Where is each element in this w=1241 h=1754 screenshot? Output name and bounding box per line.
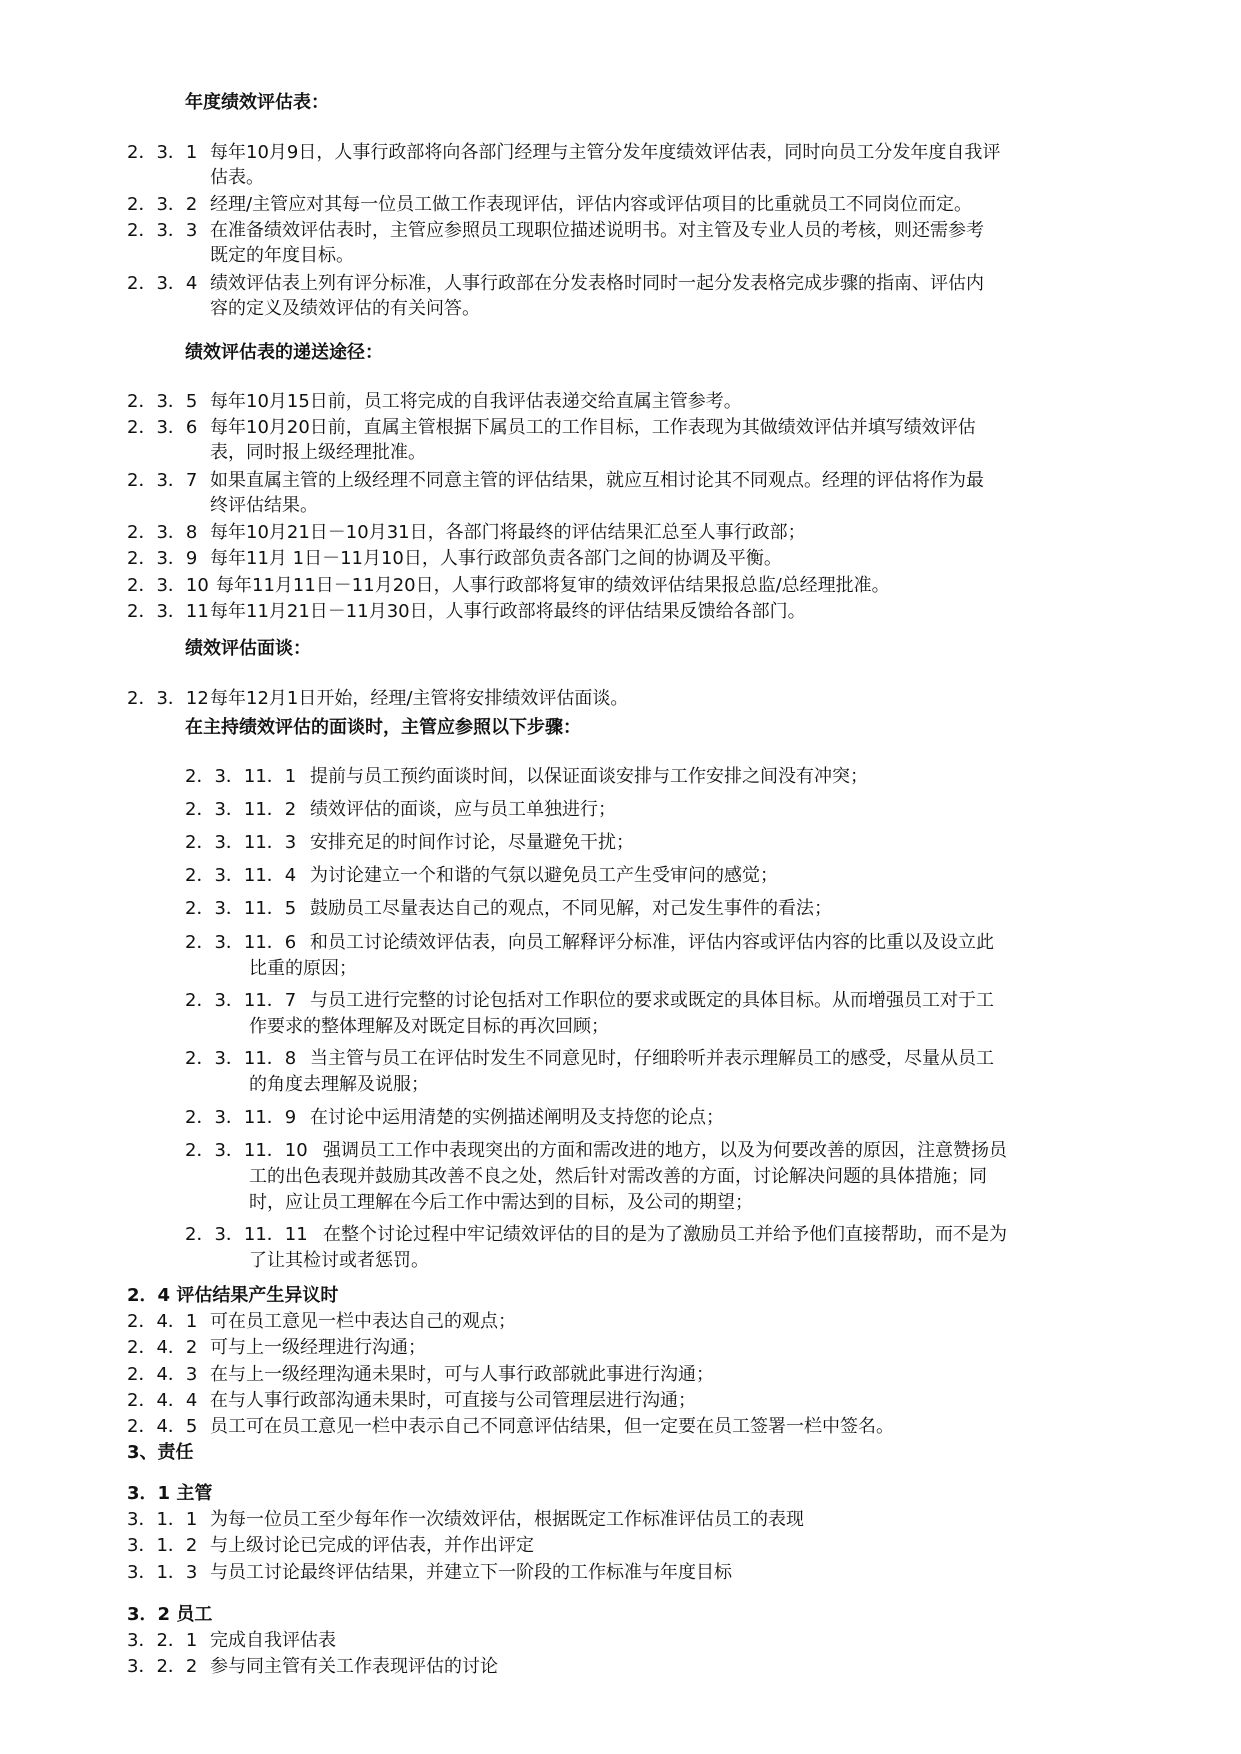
heading-annual-form: 年度绩效评估表：	[185, 92, 329, 113]
item-text: 可在员工意见一栏中表达自己的观点；	[210, 1311, 516, 1332]
step-1	[185, 765, 868, 789]
item-number: 2．4．3	[127, 1364, 198, 1385]
item-2-3-4	[127, 272, 984, 296]
item-2-3-6	[127, 416, 976, 440]
heading-2-4: 2．4 评估结果产生异议时	[127, 1285, 339, 1306]
step-9	[185, 1106, 724, 1130]
item-number: 2．3．7	[127, 470, 198, 491]
step-text: 绩效评估的面谈，应与员工单独进行；	[310, 799, 616, 820]
item-number: 3．1．2	[127, 1535, 198, 1556]
item-2-3-4-cont: 容的定义及绩效评估的有关问答。	[210, 298, 480, 319]
item-2-3-1-cont: 估表。	[210, 167, 264, 188]
item-number: 2．3．8	[127, 522, 198, 543]
step-text: 为讨论建立一个和谐的气氛以避免员工产生受审问的感觉；	[310, 865, 778, 886]
item-2-4-3	[127, 1363, 714, 1387]
item-text: 为每一位员工至少每年作一次绩效评估，根据既定工作标准评估员工的表现	[210, 1509, 804, 1530]
item-number: 2．3．6	[127, 417, 198, 438]
step-10-cont-2: 时，应让员工理解在今后工作中需达到的目标，及公司的期望；	[249, 1192, 753, 1213]
item-text: 每年10月20日前，直属主管根据下属员工的工作目标，工作表现为其做绩效评估并填写绩效评估	[210, 417, 976, 438]
item-text: 经理/主管应对其每一位员工做工作表现评估，评估内容或评估项目的比重就员工不同岗位而定。	[210, 194, 973, 215]
step-7-cont: 作要求的整体理解及对既定目标的再次回顾；	[249, 1016, 609, 1037]
item-text: 与员工讨论最终评估结果，并建立下一阶段的工作标准与年度目标	[210, 1562, 732, 1583]
item-number: 2．4．2	[127, 1337, 198, 1358]
item-2-3-8	[127, 521, 806, 545]
item-number: 3．2．1	[127, 1630, 198, 1651]
item-number: 2．3．2	[127, 194, 198, 215]
item-number: 2．3．4	[127, 273, 198, 294]
step-text: 当主管与员工在评估时发生不同意见时，仔细聆听并表示理解员工的感受，尽量从员工	[310, 1048, 994, 1069]
item-number: 2．4．1	[127, 1311, 198, 1332]
step-6	[185, 931, 994, 955]
step-number: 2．3．11．6	[185, 932, 297, 953]
step-number: 2．3．11．1	[185, 766, 297, 787]
item-2-3-1	[127, 141, 1000, 165]
step-11-cont: 了让其检讨或者惩罚。	[249, 1250, 429, 1271]
item-2-3-2	[127, 193, 972, 217]
step-number: 2．3．11．3	[185, 832, 297, 853]
heading-route: 绩效评估表的递送途径：	[185, 342, 383, 363]
item-2-3-9	[127, 547, 782, 571]
step-text: 与员工进行完整的讨论包括对工作职位的要求或既定的具体目标。从而增强员工对于工	[310, 990, 994, 1011]
step-text: 在讨论中运用清楚的实例描述阐明及支持您的论点；	[310, 1107, 724, 1128]
heading-interview: 绩效评估面谈：	[185, 638, 311, 659]
item-2-3-7-cont: 终评估结果。	[210, 495, 318, 516]
step-2	[185, 798, 616, 822]
step-3	[185, 831, 634, 855]
item-text: 每年10月21日－10月31日，各部门将最终的评估结果汇总至人事行政部；	[210, 522, 806, 543]
step-6-cont: 比重的原因；	[249, 958, 357, 979]
item-2-3-11	[127, 600, 806, 624]
item-number: 2．3．1	[127, 142, 198, 163]
item-text: 在准备绩效评估表时，主管应参照员工现职位描述说明书。对主管及专业人员的考核，则还需参考	[210, 220, 984, 241]
item-3-2-2	[127, 1655, 498, 1679]
item-number: 2．3．12	[127, 688, 209, 709]
step-text: 鼓励员工尽量表达自己的观点，不同见解，对己发生事件的看法；	[310, 898, 832, 919]
item-number: 2．3．10	[127, 575, 209, 596]
step-number: 2．3．11．2	[185, 799, 297, 820]
item-3-1-2	[127, 1534, 534, 1558]
item-3-1-1	[127, 1508, 804, 1532]
item-2-4-1	[127, 1310, 516, 1334]
item-text: 每年10月9日，人事行政部将向各部门经理与主管分发年度绩效评估表，同时向员工分发年度自我评	[210, 142, 1001, 163]
item-2-3-12	[127, 687, 628, 711]
item-2-4-5	[127, 1415, 894, 1439]
item-text: 如果直属主管的上级经理不同意主管的评估结果，就应互相讨论其不同观点。经理的评估将作为最	[210, 470, 984, 491]
step-8-cont: 的角度去理解及说服；	[249, 1074, 429, 1095]
item-text: 在与上一级经理沟通未果时，可与人事行政部就此事进行沟通；	[210, 1364, 714, 1385]
item-2-4-4	[127, 1389, 696, 1413]
step-11	[185, 1223, 1007, 1247]
item-2-3-6-cont: 表，同时报上级经理批准。	[210, 442, 426, 463]
item-text: 每年12月1日开始，经理/主管将安排绩效评估面谈。	[210, 688, 629, 709]
item-2-3-3	[127, 219, 984, 243]
step-8	[185, 1047, 994, 1071]
item-2-3-7	[127, 469, 984, 493]
item-text: 参与同主管有关工作表现评估的讨论	[210, 1656, 498, 1677]
step-number: 2．3．11．4	[185, 865, 297, 886]
item-text: 与上级讨论已完成的评估表，并作出评定	[210, 1535, 534, 1556]
step-number: 2．3．11．9	[185, 1107, 297, 1128]
item-2-3-5	[127, 390, 742, 414]
item-2-3-10	[127, 574, 890, 598]
step-number: 2．3．11．5	[185, 898, 297, 919]
item-3-1-3	[127, 1561, 732, 1585]
step-5	[185, 897, 832, 921]
step-text: 强调员工工作中表现突出的方面和需改进的地方，以及为何要改善的原因，注意赞扬员	[323, 1140, 1007, 1161]
heading-3: 3、责任	[127, 1442, 194, 1463]
item-number: 2．3．11	[127, 601, 209, 622]
step-text: 提前与员工预约面谈时间，以保证面谈安排与工作安排之间没有冲突；	[310, 766, 868, 787]
heading-3-1: 3．1 主管	[127, 1483, 213, 1504]
item-text: 每年10月15日前，员工将完成的自我评估表递交给直属主管参考。	[210, 391, 742, 412]
item-2-3-3-cont: 既定的年度目标。	[210, 245, 354, 266]
item-text: 每年11月 1日－11月10日，人事行政部负责各部门之间的协调及平衡。	[210, 548, 782, 569]
step-7	[185, 989, 994, 1013]
step-10-cont-1: 工的出色表现并鼓励其改善不良之处，然后针对需改善的方面，讨论解决问题的具体措施；同	[249, 1166, 987, 1187]
item-text: 在与人事行政部沟通未果时，可直接与公司管理层进行沟通；	[210, 1390, 696, 1411]
item-number: 3．1．3	[127, 1562, 198, 1583]
step-4	[185, 864, 778, 888]
item-2-4-2	[127, 1336, 426, 1360]
item-text: 每年11月11日－11月20日，人事行政部将复审的绩效评估结果报总监/总经理批准。	[216, 575, 890, 596]
item-number: 2．4．4	[127, 1390, 198, 1411]
step-text: 安排充足的时间作讨论，尽量避免干扰；	[310, 832, 634, 853]
step-number: 2．3．11．8	[185, 1048, 297, 1069]
item-text: 完成自我评估表	[210, 1630, 336, 1651]
step-number: 2．3．11．11	[185, 1224, 308, 1245]
item-text: 每年11月21日－11月30日，人事行政部将最终的评估结果反馈给各部门。	[210, 601, 806, 622]
step-number: 2．3．11．10	[185, 1140, 308, 1161]
step-10	[185, 1139, 1007, 1163]
heading-steps: 在主持绩效评估的面谈时，主管应参照以下步骤：	[185, 717, 581, 738]
item-number: 2．3．5	[127, 391, 198, 412]
item-number: 2．3．3	[127, 220, 198, 241]
item-number: 3．2．2	[127, 1656, 198, 1677]
step-text: 和员工讨论绩效评估表，向员工解释评分标准，评估内容或评估内容的比重以及设立此	[310, 932, 994, 953]
item-text: 绩效评估表上列有评分标准，人事行政部在分发表格时同时一起分发表格完成步骤的指南、评估内	[210, 273, 984, 294]
step-text: 在整个讨论过程中牢记绩效评估的目的是为了激励员工并给予他们直接帮助，而不是为	[323, 1224, 1007, 1245]
item-text: 员工可在员工意见一栏中表示自己不同意评估结果，但一定要在员工签署一栏中签名。	[210, 1416, 894, 1437]
item-number: 3．1．1	[127, 1509, 198, 1530]
item-3-2-1	[127, 1629, 336, 1653]
item-text: 可与上一级经理进行沟通；	[210, 1337, 426, 1358]
heading-3-2: 3．2 员工	[127, 1604, 213, 1625]
step-number: 2．3．11．7	[185, 990, 297, 1011]
item-number: 2．4．5	[127, 1416, 198, 1437]
item-number: 2．3．9	[127, 548, 198, 569]
